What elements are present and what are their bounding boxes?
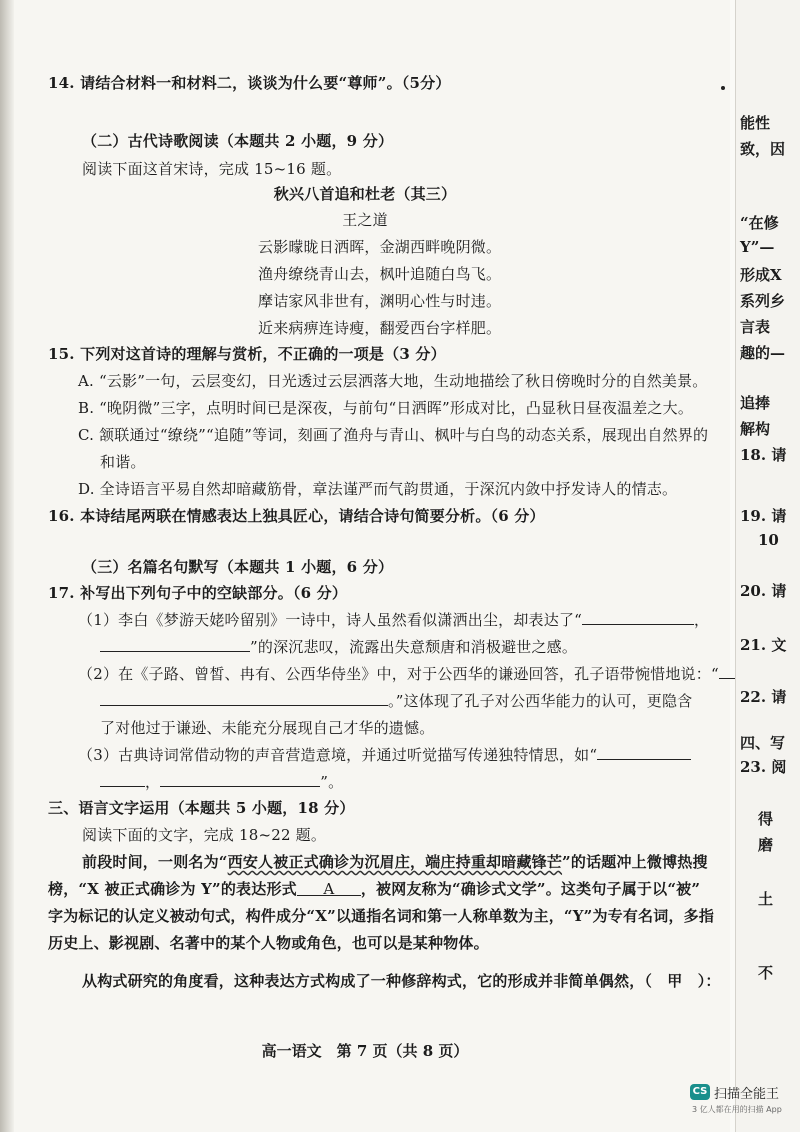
question-14: 14. 请结合材料一和材料二，谈谈为什么要“尊师”。（5分） [48, 74, 451, 92]
adjacent-text: 不 [758, 964, 774, 982]
camscanner-logo-icon: CS [690, 1084, 710, 1100]
answer-blank[interactable] [100, 636, 250, 652]
adjacent-text: 10 [758, 531, 779, 549]
option-b: B. “晚阴微”三字，点明时间已是深夜，与前句“日洒晖”形成对比，凸显秋日昼夜温差之大。 [78, 399, 694, 417]
q17-part1-line1: （1）李白《梦游天姥吟留别》一诗中，诗人虽然看似潇洒出尘，却表达了“ ， [78, 611, 710, 629]
section-language-intro: 阅读下面的文字，完成 18~22 题。 [82, 826, 327, 844]
adjacent-text: “在修 [740, 214, 779, 232]
poem-line: 云影曚昽日洒晖，金湖西畔晚阴微。 [258, 238, 502, 256]
q17-part3-text-end: ”。 [320, 773, 344, 791]
ink-dot [721, 86, 725, 90]
adjacent-text: 得 [758, 810, 774, 828]
adjacent-text: 能性 [740, 114, 771, 132]
scanner-watermark [690, 1080, 800, 1132]
q17-part2-line3: 了对他过于谦逊、未能充分展现自己才华的遗憾。 [100, 719, 435, 737]
adjacent-text: 23. 阅 [740, 758, 787, 776]
passage-text: ”的话题冲上微博热搜 [562, 853, 708, 871]
adjacent-text: 19. 请 [740, 507, 787, 525]
section-recitation-title: （三）名篇名句默写（本题共 1 小题，6 分） [82, 558, 394, 576]
poem-title: 秋兴八首追和杜老（其三） [273, 185, 457, 203]
q17-part1-line2 [100, 636, 577, 657]
question-17-stem: 17. 补写出下列句子中的空缺部分。（6 分） [48, 584, 348, 602]
adjacent-text: 22. 请 [740, 688, 787, 706]
q17-part2-line1 [78, 663, 749, 684]
adjacent-text: 21. 文 [740, 636, 787, 654]
section-poetry-title: （二）古代诗歌阅读（本题共 2 小题，9 分） [82, 132, 394, 150]
section-poetry-intro: 阅读下面这首宋诗，完成 15~16 题。 [82, 160, 342, 178]
q17-part1-text-end: ”的深沉悲叹，流露出失意颓唐和消极避世之感。 [250, 638, 578, 656]
blank-a[interactable]: A [297, 880, 361, 896]
option-c-continued: 和谐。 [100, 453, 146, 471]
passage-text: 前段时间，一则名为“ [82, 853, 228, 871]
answer-blank[interactable] [160, 771, 320, 787]
adjacent-text: Y”— [740, 238, 775, 256]
poem-line: 摩诘家风非世有，渊明心性与时违。 [258, 292, 502, 310]
q17-part2-text-end: 。”这体现了孔子对公西华能力的认可，更隐含 [388, 692, 693, 710]
passage-line-2 [48, 878, 700, 899]
poem-line: 近来病痹连诗瘦，翻爱西台字样肥。 [258, 319, 502, 337]
adjacent-text: 18. 请 [740, 446, 787, 464]
adjacent-text: 磨 [758, 836, 774, 854]
trending-topic: 西安人被正式确诊为沉眉庄，端庄持重却暗藏锋芒 [227, 853, 563, 871]
q17-part3-text: （3）古典诗词常借动物的声音营造意境，并通过听觉描写传递独特情思，如“ [78, 746, 598, 764]
option-a: A. “云影”一句，云层变幻，日光透过云层洒落大地，生动地描绘了秋日傍晚时分的自然美景。 [78, 372, 708, 390]
question-15-stem: 15. 下列对这首诗的理解与赏析，不正确的一项是（3 分） [48, 345, 446, 363]
section-language-title: 三、语言文字运用（本题共 5 小题，18 分） [48, 799, 355, 817]
passage-text: ，被网友称为“确诊式文学”。这类句子属于以“被” [360, 880, 701, 898]
passage-text: 榜，“X 被正式确诊为 Y”的表达形式 [48, 880, 297, 898]
adjacent-text: 20. 请 [740, 582, 787, 600]
adjacent-text: 解构 [740, 420, 771, 438]
adjacent-text: 系列乡 [740, 292, 786, 310]
q17-part2-line2 [100, 690, 692, 711]
passage-line-1 [82, 851, 708, 872]
passage-line-3: 字为标记的认定义被动句式，构件成分“X”以通指名词和第一人称单数为主，“Y”为专有名词，多指 [48, 907, 715, 925]
adjacent-text: 趣的— [740, 344, 786, 362]
adjacent-text: 追捧 [740, 394, 771, 412]
answer-blank[interactable] [100, 771, 145, 787]
passage-line-4: 历史上、影视剧、名著中的某个人物或角色，也可以是某种物体。 [48, 934, 489, 952]
option-d: D. 全诗语言平易自然却暗藏筋骨，章法谨严而气韵贯通，于深沉内敛中抒发诗人的情志。 [78, 480, 678, 498]
q17-part3-line2: ， ”。 [100, 771, 343, 792]
page-edge-shadow [0, 0, 14, 1132]
scanner-app-name: 扫描全能王 [714, 1087, 780, 1102]
page-footer: 高一语文 第 7 页（共 8 页） [261, 1042, 469, 1060]
answer-blank[interactable] [100, 690, 388, 706]
adjacent-text: 四、写 [740, 734, 786, 752]
q17-part2-text: （2）在《子路、曾皙、冉有、公西华侍坐》中，对于公西华的谦逊回答，孔子语带惋惜地说：“ [78, 665, 719, 683]
answer-blank[interactable] [597, 744, 691, 760]
adjacent-text: 言表 [740, 318, 771, 336]
poem-line: 渔舟缭绕青山去，枫叶追随白鸟飞。 [258, 265, 502, 283]
q17-part3-line1 [78, 744, 691, 765]
question-16: 16. 本诗结尾两联在情感表达上独具匠心，请结合诗句简要分析。（6 分） [48, 507, 545, 525]
passage-line-5: 从构式研究的角度看，这种表达方式构成了一种修辞构式，它的形成并非简单偶然，（ 甲 ）： [82, 972, 721, 990]
adjacent-page [735, 0, 800, 1132]
option-c: C. 颔联通过“缭绕”“追随”等词，刻画了渔舟与青山、枫叶与白鸟的动态关系，展现出自然界的 [78, 426, 709, 444]
q17-part1-text: （1）李白《梦游天姥吟留别》一诗中，诗人虽然看似潇洒出尘，却表达了“ [78, 611, 583, 629]
answer-blank[interactable] [582, 609, 694, 625]
adjacent-text: 致，因 [740, 140, 786, 158]
scanner-tagline: 3 亿人都在用的扫描 App [692, 1105, 782, 1114]
adjacent-text: 土 [758, 890, 774, 908]
poem-author: 王之道 [342, 211, 388, 229]
adjacent-text: 形成X [740, 266, 782, 284]
